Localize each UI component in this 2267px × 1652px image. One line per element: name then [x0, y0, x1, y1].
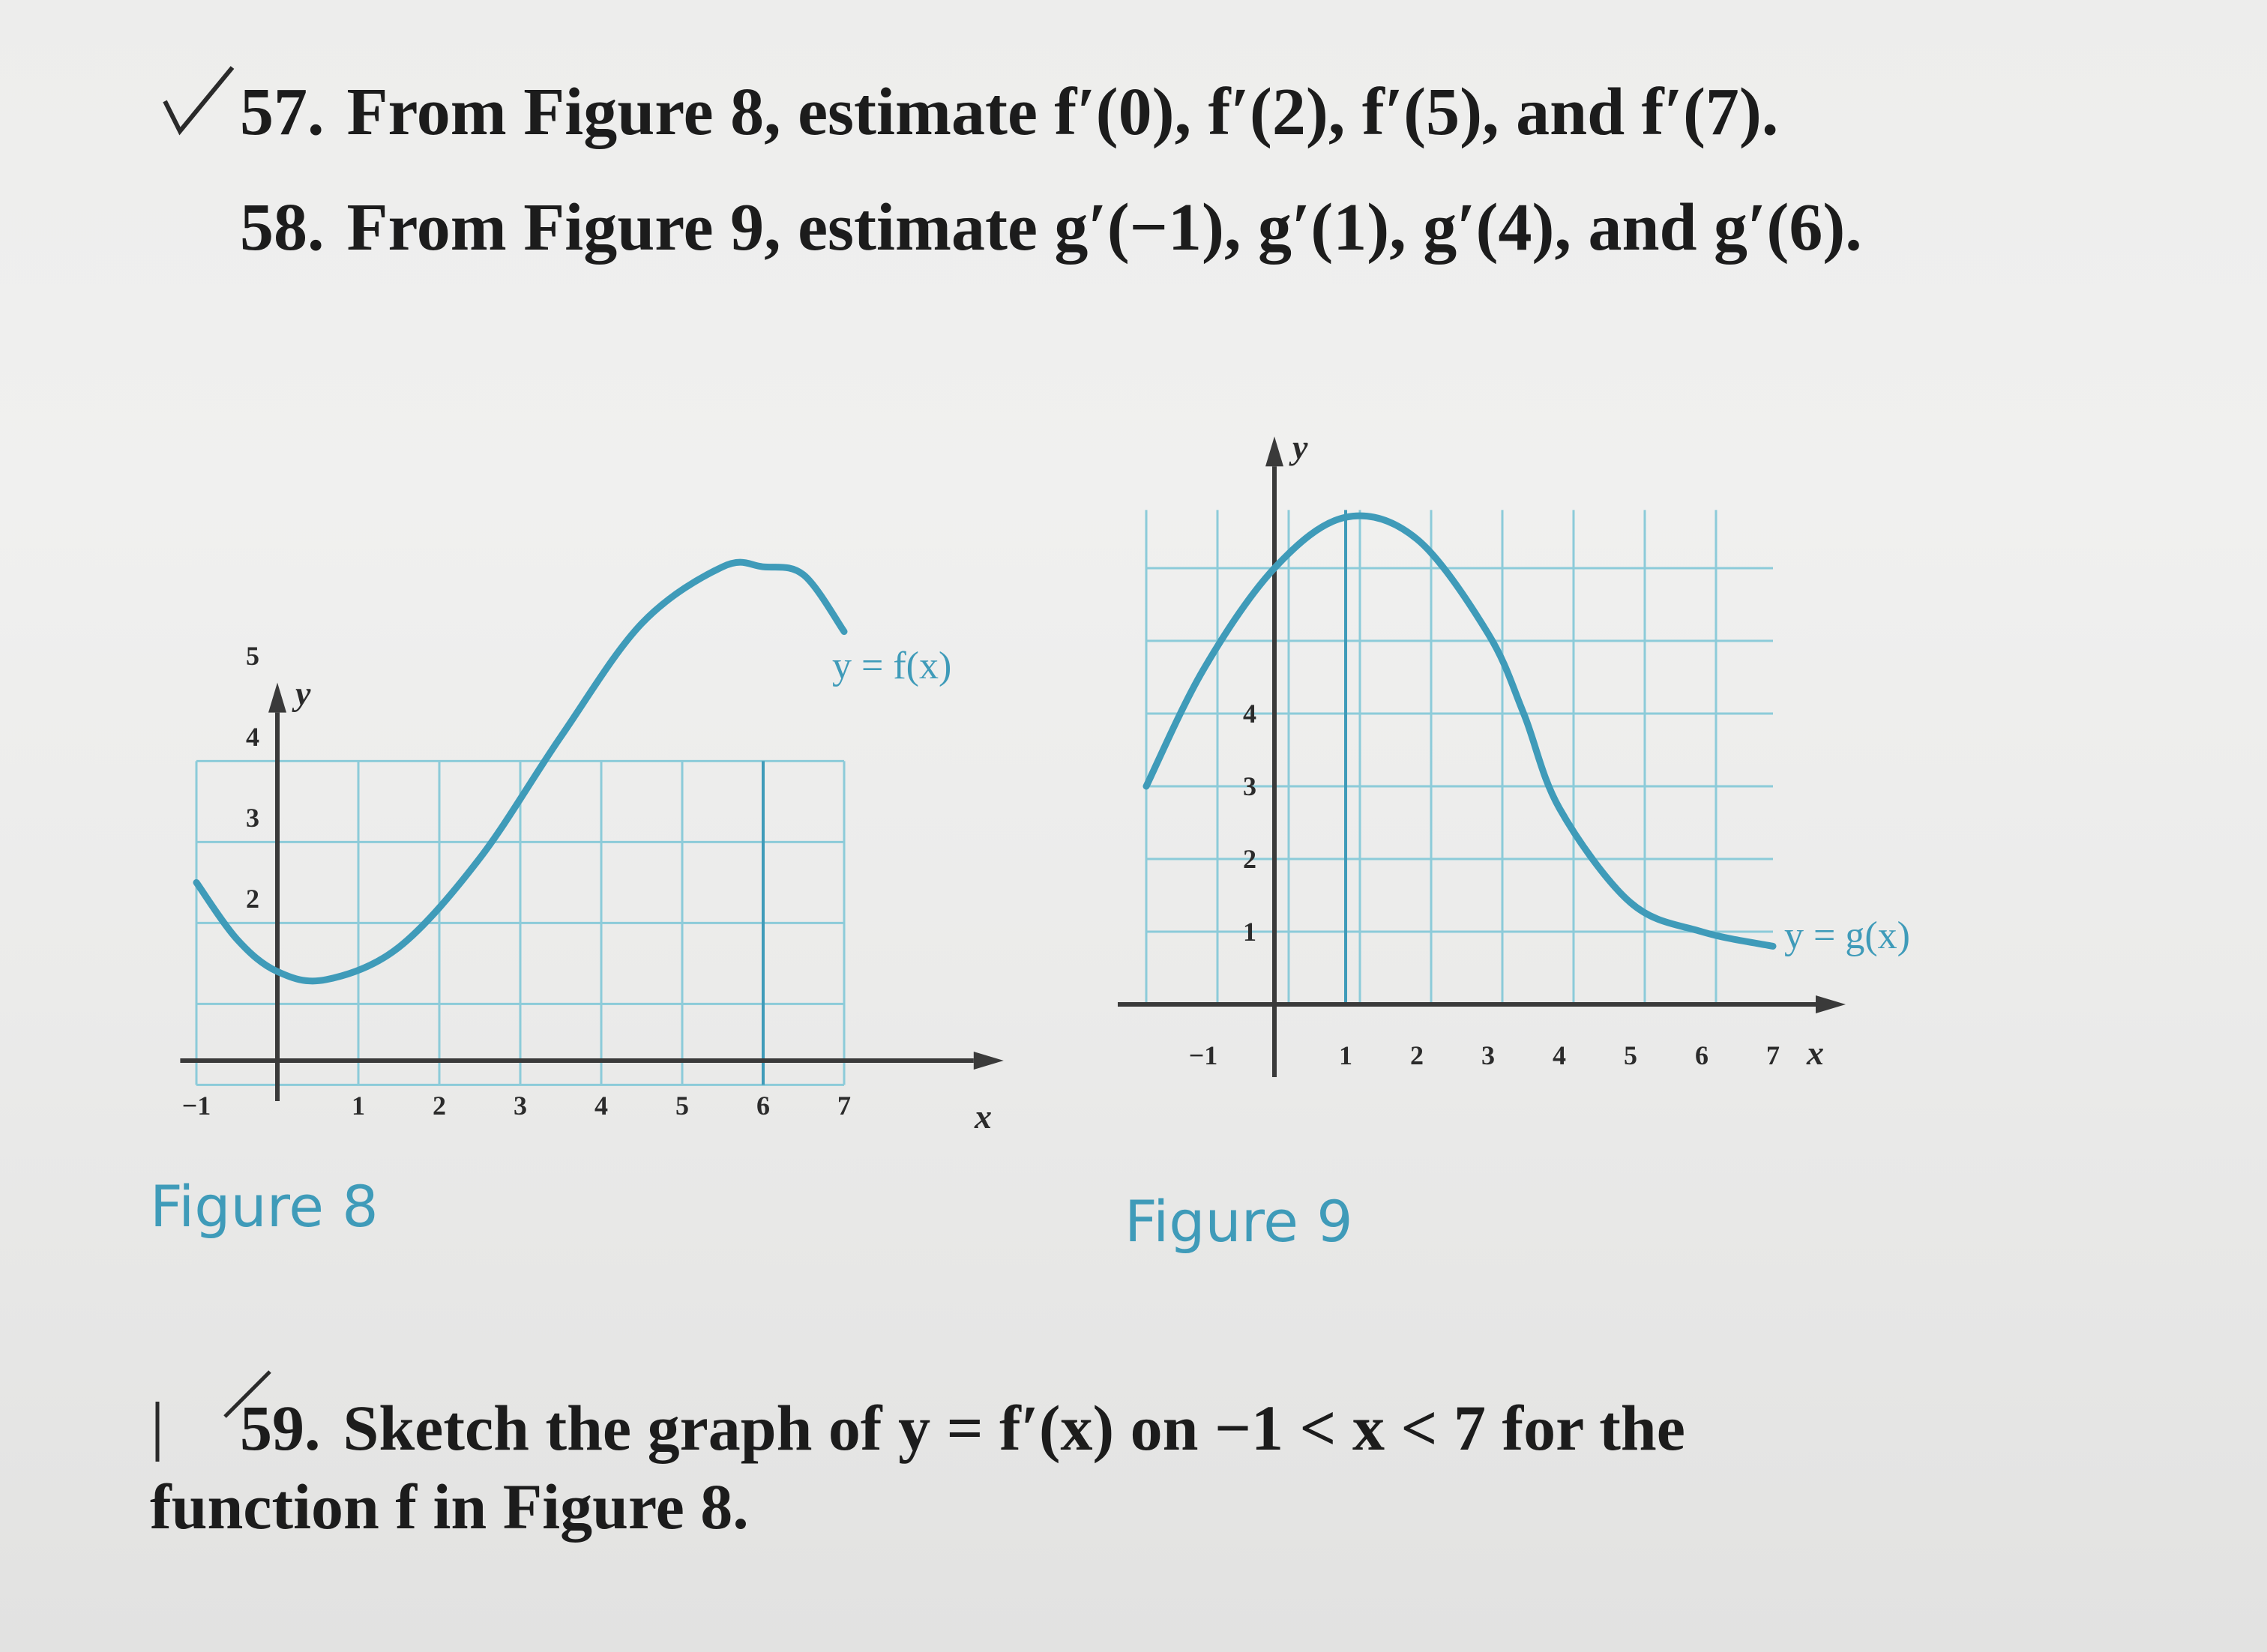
x-tick-label: 5	[675, 1091, 689, 1121]
x-tick-label: 2	[1410, 1040, 1424, 1070]
figure-9-caption: Figure 9	[1125, 1188, 1353, 1255]
x-tick-label: 2	[433, 1091, 446, 1121]
y-tick-label: 5	[246, 641, 259, 671]
figure-9-chart	[1087, 390, 1987, 1139]
x-tick-label: 3	[1481, 1040, 1495, 1070]
y-tick-label: 4	[1243, 699, 1256, 729]
y-tick-label: 4	[246, 722, 259, 752]
curve-label: y = f(x)	[832, 645, 952, 687]
x-tick-label: 5	[1624, 1040, 1637, 1070]
x-tick-label: 7	[1766, 1040, 1780, 1070]
problem-58-text: From Figure 9, estimate g′(−1), g′(1), g′(4), and g′(6).	[346, 190, 1862, 265]
problem-57	[240, 73, 1778, 151]
y-tick-label: 2	[246, 884, 259, 914]
y-axis-label: y	[1292, 428, 1308, 467]
problem-59-line-1	[240, 1390, 1685, 1465]
x-axis-label: x	[1807, 1034, 1824, 1072]
figure-8-caption: Figure 8	[150, 1173, 379, 1240]
y-axis-arrow	[268, 683, 286, 713]
x-tick-label: 7	[837, 1091, 851, 1121]
problem-59-text-line-1: Sketch the graph of y = f′(x) on −1 < x < 7 for the	[343, 1392, 1685, 1464]
y-axis-arrow	[1265, 436, 1283, 466]
x-tick-label: 1	[352, 1091, 365, 1121]
problem-59-text-line-2: function f in Figure 8.	[150, 1471, 749, 1543]
x-axis-label: x	[975, 1097, 992, 1136]
problem-59-number: 59.	[240, 1392, 321, 1464]
y-tick-label: 2	[1243, 844, 1256, 874]
x-tick-label: 4	[1553, 1040, 1566, 1070]
problem-57-text: From Figure 8, estimate f′(0), f′(2), f′(5), and f′(7).	[346, 75, 1779, 149]
y-axis-label: y	[295, 674, 311, 713]
y-tick-label: 1	[1243, 917, 1256, 947]
checkmark-57	[150, 60, 240, 142]
x-tick-label: 6	[756, 1091, 770, 1121]
problem-59-line-2	[150, 1469, 749, 1544]
x-tick-label: −1	[1188, 1040, 1218, 1070]
curve-label: y = g(x)	[1784, 914, 1910, 957]
x-tick-label: −1	[181, 1091, 211, 1121]
figure-8-chart	[112, 375, 1012, 1136]
y-tick-label: 3	[1243, 771, 1256, 801]
x-tick-label: 6	[1695, 1040, 1708, 1070]
series-curve	[1146, 516, 1773, 946]
x-axis-arrow	[974, 1052, 1004, 1070]
x-tick-label: 1	[1339, 1040, 1352, 1070]
problem-58-number: 58.	[240, 190, 325, 265]
x-tick-label: 3	[514, 1091, 527, 1121]
problem-57-number: 57.	[240, 75, 325, 149]
y-tick-label: 3	[246, 803, 259, 833]
problem-58	[240, 189, 1862, 266]
x-axis-arrow	[1816, 995, 1846, 1013]
x-tick-label: 4	[594, 1091, 608, 1121]
